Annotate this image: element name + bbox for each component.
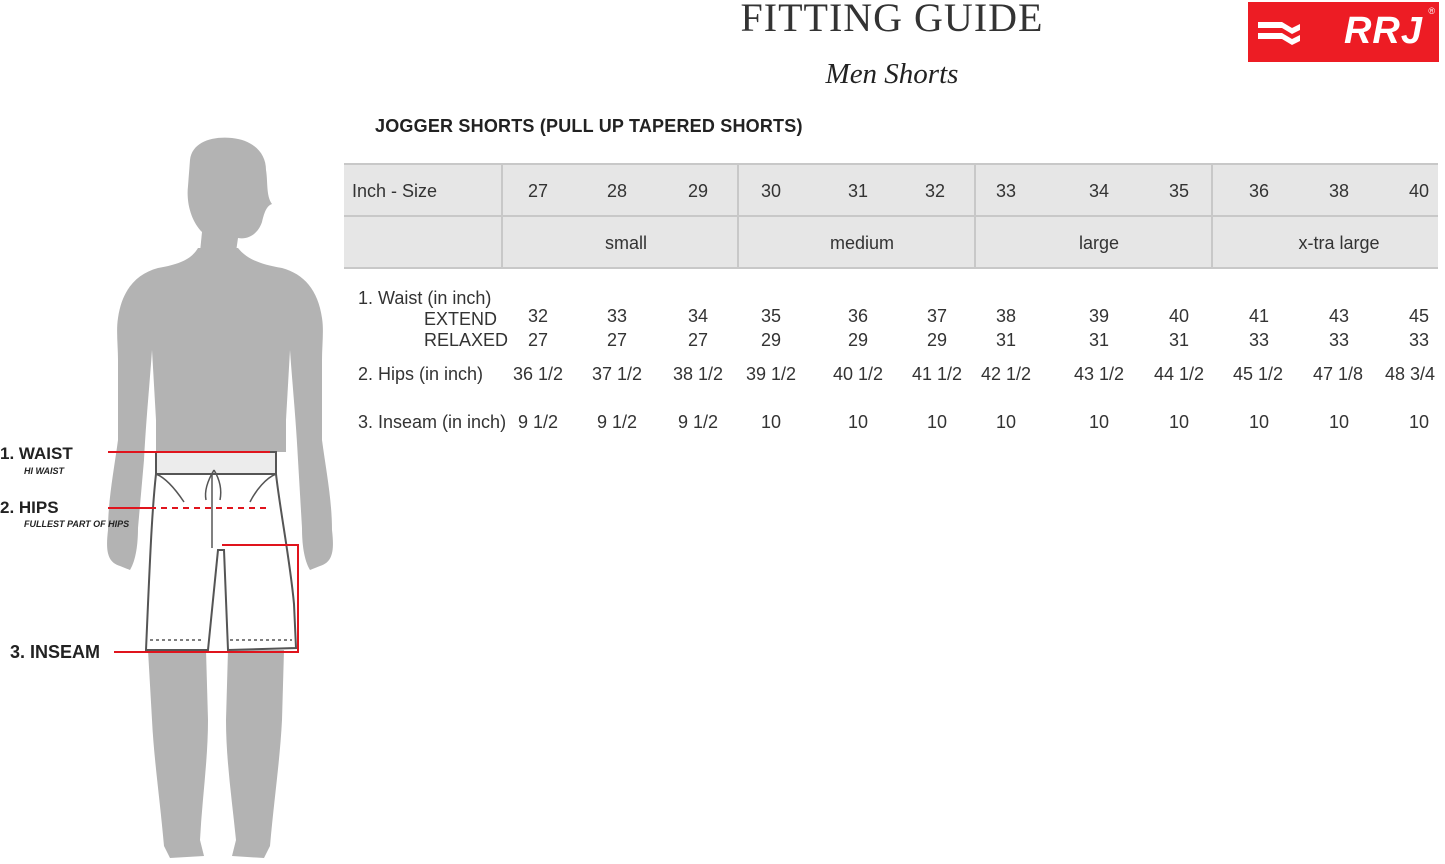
inseam-value: 9 1/2	[517, 412, 559, 432]
inseam-value: 9 1/2	[677, 412, 719, 432]
relaxed-value: 31	[1168, 330, 1190, 350]
relaxed-value: 33	[1248, 330, 1270, 350]
column-divider	[1211, 163, 1213, 267]
extend-value: 39	[1088, 306, 1110, 326]
hips-marker-label: 2. HIPS	[0, 498, 59, 517]
inseam-value: 10	[995, 412, 1017, 432]
inseam-value: 9 1/2	[596, 412, 638, 432]
relaxed-value: 31	[1088, 330, 1110, 350]
column-divider	[501, 163, 503, 267]
hips-marker-note: FULLEST PART OF HIPS	[24, 519, 130, 529]
size-cell: 36	[1248, 181, 1270, 201]
extend-value: 32	[527, 306, 549, 326]
extend-value: 45	[1408, 306, 1430, 326]
relaxed-value: 31	[995, 330, 1017, 350]
size-row-label: Inch - Size	[352, 181, 438, 201]
inseam-value: 10	[1328, 412, 1350, 432]
hips-value: 44 1/2	[1153, 364, 1205, 384]
hips-value: 47 1/8	[1312, 364, 1364, 384]
relaxed-value: 29	[926, 330, 948, 350]
hips-value: 48 3/4	[1384, 364, 1436, 384]
hips-value: 42 1/2	[980, 364, 1032, 384]
extend-value: 34	[687, 306, 709, 326]
extend-value: 43	[1328, 306, 1350, 326]
extend-value: 37	[926, 306, 948, 326]
extend-value: 38	[995, 306, 1017, 326]
inseam-value: 10	[1248, 412, 1270, 432]
hips-value: 38 1/2	[672, 364, 724, 384]
section-title: JOGGER SHORTS (PULL UP TAPERED SHORTS)	[375, 116, 803, 136]
relaxed-value: 27	[687, 330, 709, 350]
inseam-value: 10	[847, 412, 869, 432]
size-group-small: small	[604, 233, 648, 253]
size-group-xtra-large: x-tra large	[1298, 233, 1380, 253]
page-title: FITTING GUIDE	[740, 0, 1044, 40]
extend-value: 35	[760, 306, 782, 326]
size-group-medium: medium	[829, 233, 895, 253]
size-header-row	[344, 163, 1438, 217]
relaxed-value: 33	[1328, 330, 1350, 350]
size-cell: 33	[995, 181, 1017, 201]
relaxed-value: 27	[527, 330, 549, 350]
brand-name: RRJ	[1343, 10, 1423, 52]
extend-value: 41	[1248, 306, 1270, 326]
hips-value: 43 1/2	[1073, 364, 1125, 384]
size-cell: 31	[847, 181, 869, 201]
relaxed-value: 29	[847, 330, 869, 350]
inseam-label: 3. Inseam (in inch)	[358, 412, 507, 432]
body-silhouette	[0, 130, 345, 864]
extend-value: 36	[847, 306, 869, 326]
waist-marker-note: HI WAIST	[24, 466, 64, 476]
brand-logo	[1248, 2, 1439, 62]
hips-value: 40 1/2	[832, 364, 884, 384]
size-cell: 30	[760, 181, 782, 201]
inseam-value: 10	[1088, 412, 1110, 432]
hips-value: 45 1/2	[1232, 364, 1284, 384]
size-group-large: large	[1078, 233, 1120, 253]
inseam-value: 10	[760, 412, 782, 432]
hips-value: 39 1/2	[745, 364, 797, 384]
size-cell: 27	[527, 181, 549, 201]
extend-label: EXTEND	[424, 309, 498, 329]
relaxed-value: 33	[1408, 330, 1430, 350]
extend-value: 40	[1168, 306, 1190, 326]
hips-label: 2. Hips (in inch)	[358, 364, 484, 384]
inseam-value: 10	[926, 412, 948, 432]
size-cell: 34	[1088, 181, 1110, 201]
inseam-value: 10	[1168, 412, 1190, 432]
inseam-marker-label: 3. INSEAM	[10, 642, 101, 662]
page-subtitle: Men Shorts	[825, 58, 959, 90]
hips-value: 41 1/2	[911, 364, 963, 384]
registered-mark: ®	[1428, 6, 1435, 16]
column-divider	[737, 163, 739, 267]
size-cell: 28	[606, 181, 628, 201]
size-cell: 29	[687, 181, 709, 201]
size-cell: 38	[1328, 181, 1350, 201]
waist-label: 1. Waist (in inch)	[358, 288, 492, 308]
size-cell: 32	[924, 181, 946, 201]
waist-marker-label: 1. WAIST	[0, 444, 73, 463]
size-cell: 40	[1408, 181, 1430, 201]
size-cell: 35	[1168, 181, 1190, 201]
relaxed-label: RELAXED	[424, 330, 509, 350]
column-divider	[974, 163, 976, 267]
relaxed-value: 29	[760, 330, 782, 350]
hips-value: 36 1/2	[512, 364, 564, 384]
extend-value: 33	[606, 306, 628, 326]
hips-value: 37 1/2	[591, 364, 643, 384]
relaxed-value: 27	[606, 330, 628, 350]
inseam-value: 10	[1408, 412, 1430, 432]
stripes-icon	[1256, 16, 1302, 48]
